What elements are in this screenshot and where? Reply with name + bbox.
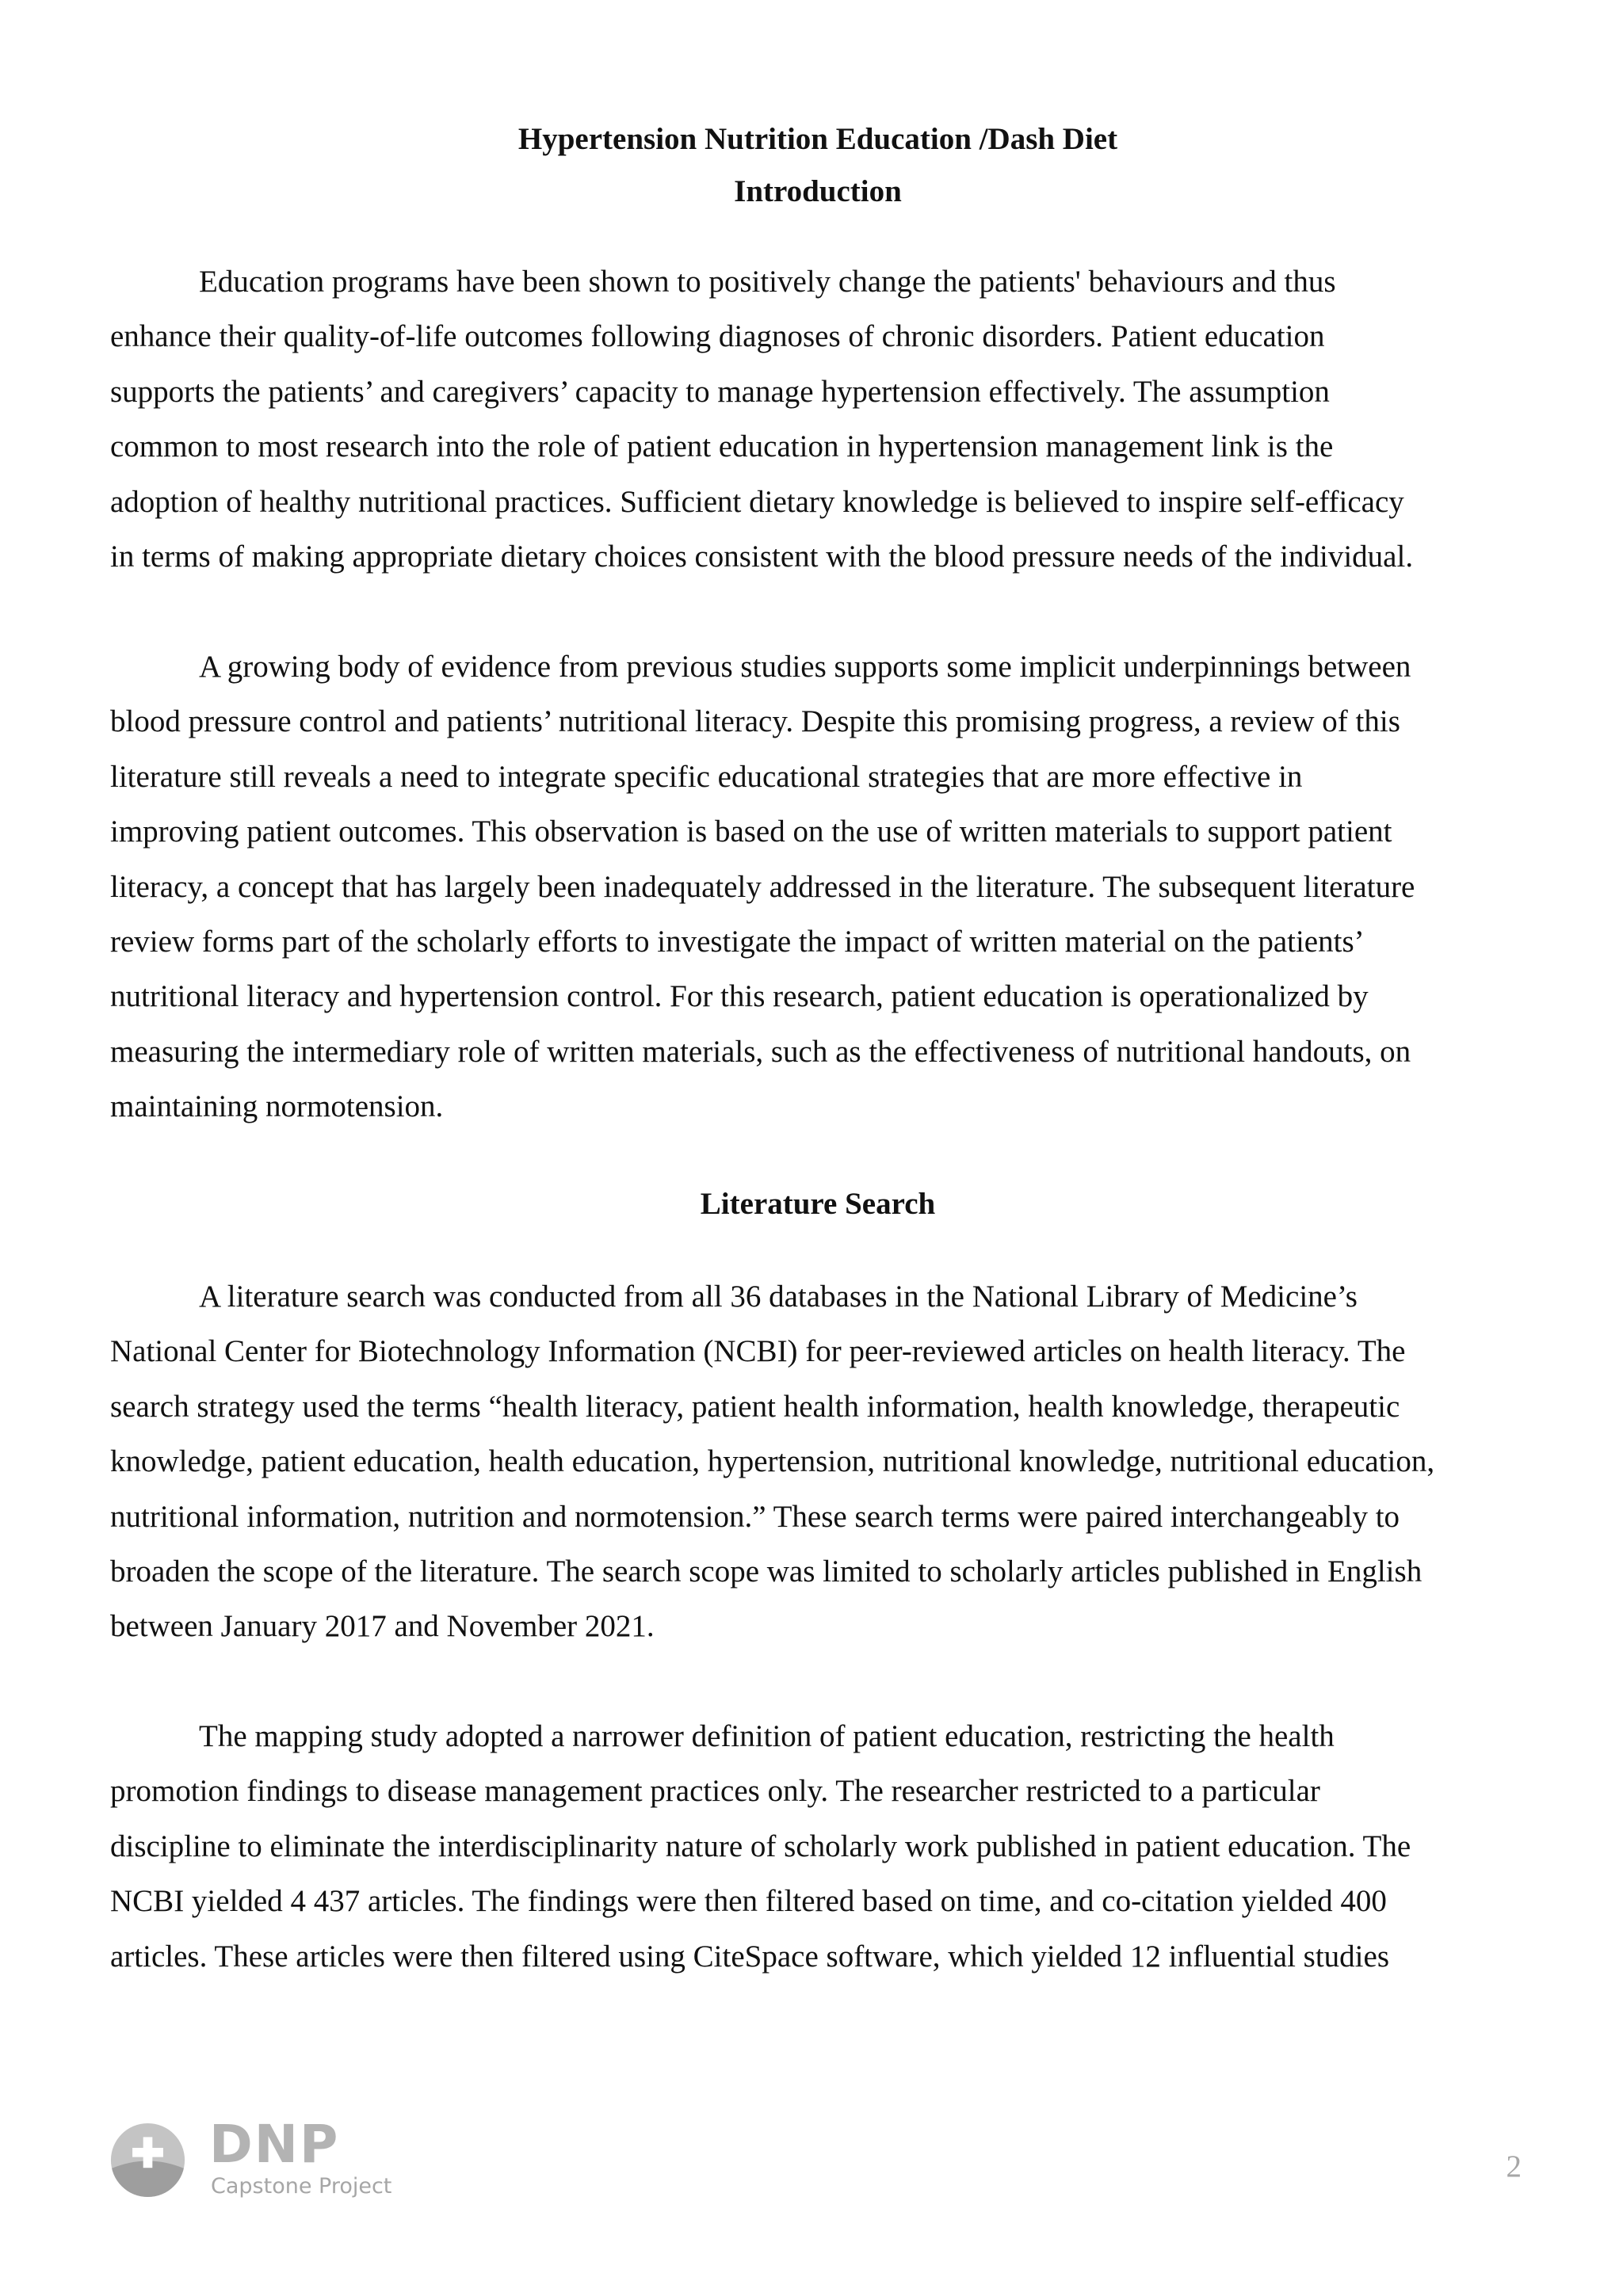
text-line: discipline to eliminate the interdisciplinarity nature of scholarly work published in patient education. The [110, 1829, 1411, 1863]
logo-wordmark: DNP [209, 2114, 340, 2175]
literature-search-paragraph-2 [110, 1709, 1521, 1984]
dnp-capstone-logo [109, 2114, 395, 2206]
text-line: search strategy used the terms “health literacy, patient health information, health knowledge, therapeutic [110, 1389, 1400, 1424]
text-line: NCBI yielded 4 437 articles. The findings were then filtered based on time, and co-citation yielded 400 [110, 1884, 1387, 1919]
text-line: articles. These articles were then filtered using CiteSpace software, which yielded 12 influential studies [110, 1939, 1390, 1974]
text-line: nutritional information, nutrition and normotension.” These search terms were paired interchangeably to [110, 1499, 1400, 1534]
text-line: literature still reveals a need to integrate specific educational strategies that are more effective in [110, 759, 1303, 794]
text-line: maintaining normotension. [110, 1089, 444, 1124]
text-line: knowledge, patient education, health education, hypertension, nutritional knowledge, nutritional education, [110, 1444, 1435, 1479]
text-line: literacy, a concept that has largely been inadequately addressed in the literature. The subsequent literature [110, 869, 1415, 904]
page-number: 2 [1506, 2149, 1522, 2183]
introduction-heading: Introduction [734, 174, 902, 208]
text-line: A growing body of evidence from previous studies supports some implicit underpinnings between [199, 650, 1411, 684]
text-line: enhance their quality-of-life outcomes following diagnoses of chronic disorders. Patient education [110, 319, 1325, 354]
text-line: National Center for Biotechnology Information (NCBI) for peer-reviewed articles on health literacy. The [110, 1334, 1406, 1369]
text-line: between January 2017 and November 2021. [110, 1609, 655, 1644]
text-line: measuring the intermediary role of written materials, such as the effectiveness of nutritional handouts, on [110, 1034, 1411, 1069]
introduction-paragraph-1 [110, 254, 1521, 584]
text-line: The mapping study adopted a narrower definition of patient education, restricting the health [199, 1719, 1335, 1753]
text-line: common to most research into the role of patient education in hypertension management link is the [110, 429, 1334, 464]
text-line: blood pressure control and patients’ nutritional literacy. Despite this promising progress, a review of this [110, 704, 1400, 739]
logo-tagline: Capstone Project [211, 2174, 392, 2199]
literature-search-heading: Literature Search [700, 1187, 936, 1221]
text-line: review forms part of the scholarly efforts to investigate the impact of written material on the patients’ [110, 925, 1365, 959]
text-line: nutritional literacy and hypertension control. For this research, patient education is operationalized by [110, 979, 1369, 1014]
plus-circle-icon [109, 2122, 186, 2199]
text-line: adoption of healthy nutritional practices. Sufficient dietary knowledge is believed to inspire self-efficacy [110, 484, 1404, 519]
text-line: Education programs have been shown to positively change the patients' behaviours and thus [199, 265, 1336, 299]
text-line: in terms of making appropriate dietary choices consistent with the blood pressure needs of the individual. [110, 540, 1414, 574]
document-title: Hypertension Nutrition Education /Dash Diet [517, 122, 1118, 156]
text-line: broaden the scope of the literature. The search scope was limited to scholarly articles published in English [110, 1554, 1423, 1589]
text-line: promotion findings to disease management practices only. The researcher restricted to a particular [110, 1774, 1320, 1809]
text-line: supports the patients’ and caregivers’ capacity to manage hypertension effectively. The assumption [110, 374, 1330, 409]
text-line: improving patient outcomes. This observation is based on the use of written materials to support patient [110, 814, 1392, 849]
text-line: A literature search was conducted from all 36 databases in the National Library of Medicine’s [199, 1280, 1358, 1314]
literature-search-paragraph-1 [110, 1269, 1521, 1654]
introduction-paragraph-2 [110, 639, 1521, 1135]
